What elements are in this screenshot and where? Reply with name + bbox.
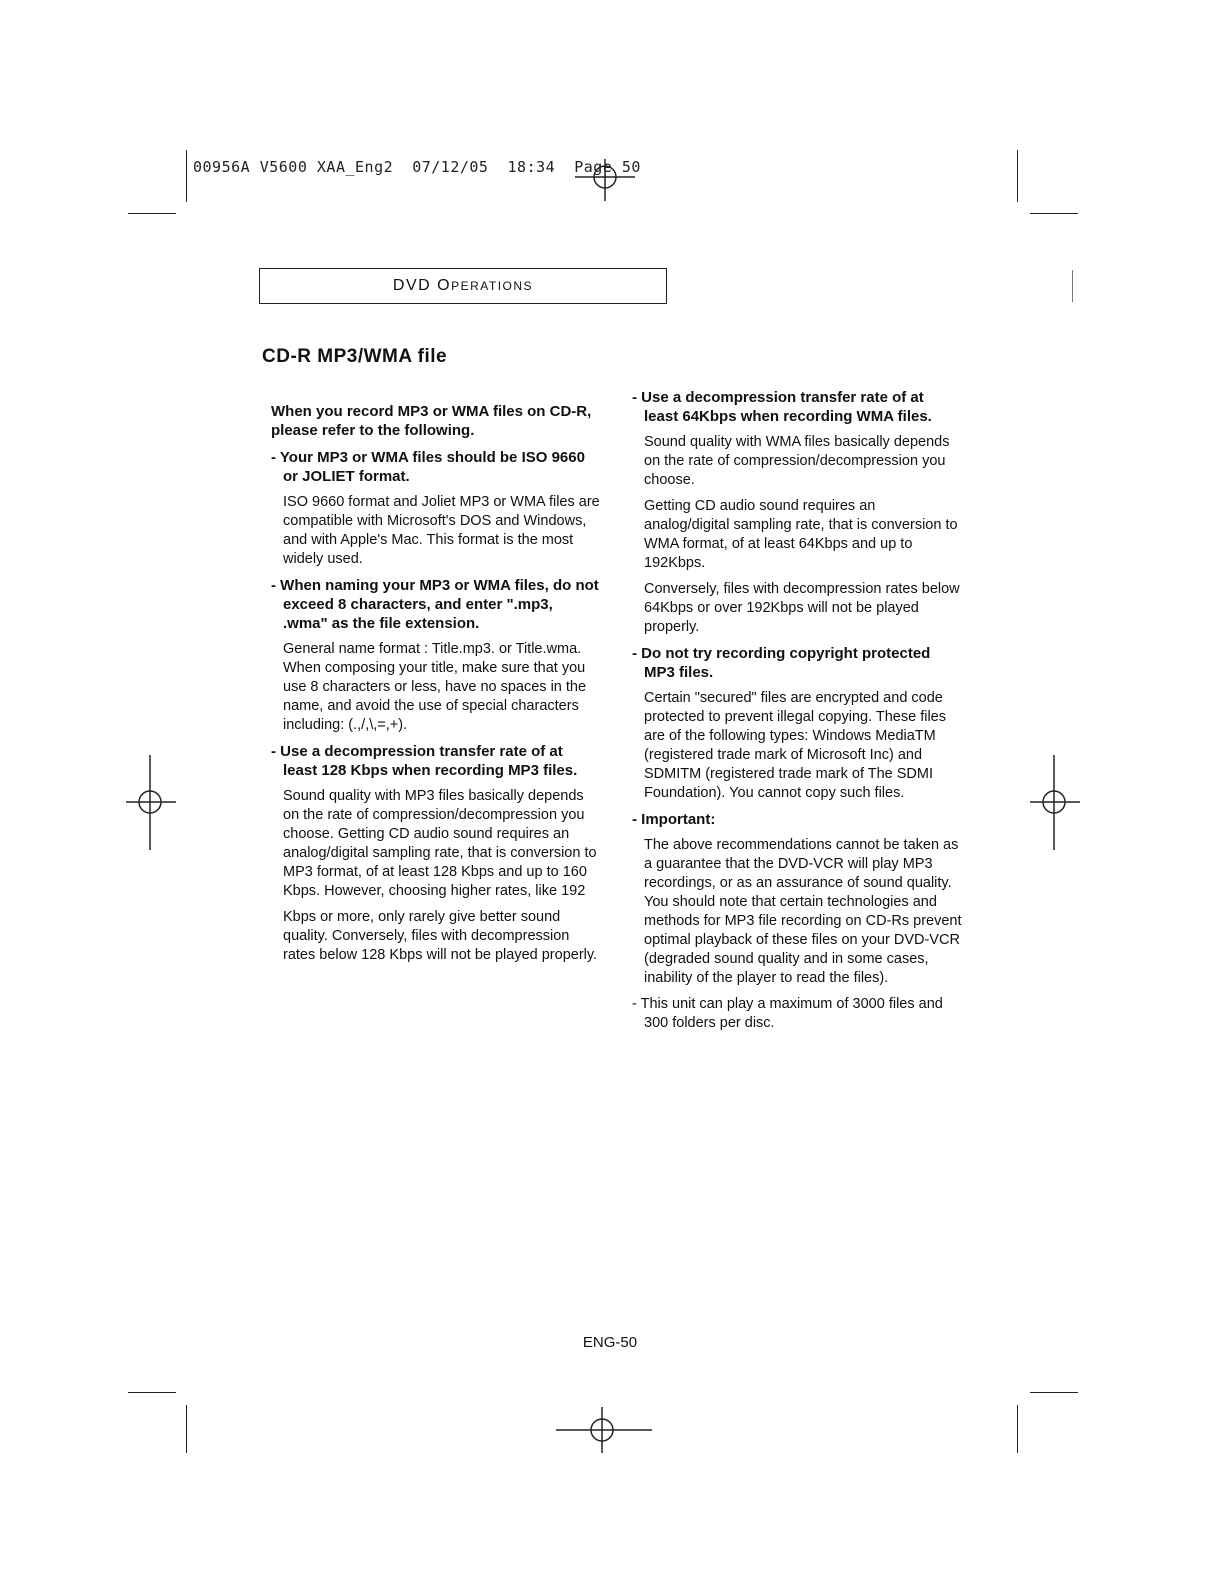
crop-mark-top-left-vertical <box>186 150 187 202</box>
page-number: ENG-50 <box>582 1334 638 1351</box>
crop-mark-bottom-right-vertical <box>1017 1405 1018 1453</box>
bullet-body: ISO 9660 format and Joliet MP3 or WMA files are compatible with Microsoft's DOS and Windows, and with Apple's Mac. This format is the most widely used. <box>283 494 600 567</box>
bullet-heading: - Your MP3 or WMA files should be ISO 9660 or JOLIET format. <box>271 449 585 485</box>
bullet-heading: - Important: <box>632 811 716 828</box>
left-column <box>271 402 601 972</box>
crop-mark-top-right-vertical <box>1017 150 1018 202</box>
bullet-heading: - Do not try recording copyright protected MP3 files. <box>632 645 931 681</box>
crop-mark-bottom-left-vertical <box>186 1405 187 1453</box>
printer-slug: 00956A V5600 XAA_Eng2 07/12/05 18:34 Page 50 <box>193 158 641 176</box>
bullet-body: Getting CD audio sound requires an analog/digital sampling rate, that is conversion to WMA format, of at least 64Kbps and up to 192Kbps. <box>644 498 958 571</box>
bullet-body: Certain "secured" files are encrypted and code protected to prevent illegal copying. These files are of the following types: Windows MediaTM (registered trade mark of Microsoft Inc) and SDMITM (registered trade mark of The SDMI Foundation). You cannot copy such files. <box>644 690 946 801</box>
registration-mark-right-icon <box>1030 755 1080 850</box>
registration-mark-bottom-icon <box>556 1405 652 1455</box>
list-item <box>632 388 962 637</box>
list-item <box>632 644 962 803</box>
bullet-body: General name format : Title.mp3. or Title.wma. When composing your title, make sure that you use 8 characters or less, have no spaces in the name, and avoid the use of special characters including: (.,/,\,=,+). <box>283 641 587 733</box>
section-header-label: DVD OPERATIONS <box>392 277 534 294</box>
margin-tick-right <box>1072 270 1073 302</box>
bullet-heading: - Use a decompression transfer rate of at least 128 Kbps when recording MP3 files. <box>271 743 578 779</box>
list-item <box>632 810 962 988</box>
crop-mark-bottom-left-horizontal <box>128 1392 176 1393</box>
list-item <box>271 576 601 735</box>
list-item <box>271 448 601 569</box>
list-item <box>271 742 601 965</box>
right-column <box>632 388 962 1040</box>
bullet-heading: - When naming your MP3 or WMA files, do not exceed 8 characters, and enter ".mp3, .wma" as the file extension. <box>271 577 599 632</box>
crop-mark-top-left-horizontal <box>128 213 176 214</box>
bullet-body: Sound quality with WMA files basically depends on the rate of compression/decompression you choose. <box>644 434 950 488</box>
section-header <box>259 268 667 304</box>
crop-mark-top-right-horizontal <box>1030 213 1078 214</box>
bullet-body: Sound quality with MP3 files basically depends on the rate of compression/decompression you choose. Getting CD audio sound requires an analog/digital sampling rate, that is conversion to MP3 format, of at least 128 Kbps and up to 160 Kbps. However, choosing higher rates, like 192 <box>283 788 597 899</box>
bullet-body: Kbps or more, only rarely give better sound quality. Conversely, files with decompression rates below 128 Kbps will not be played properly. <box>283 909 598 963</box>
closing-note: - This unit can play a maximum of 3000 files and 300 folders per disc. <box>632 996 943 1031</box>
crop-mark-bottom-right-horizontal <box>1030 1392 1078 1393</box>
registration-mark-left-icon <box>126 755 176 850</box>
bullet-heading: - Use a decompression transfer rate of at least 64Kbps when recording WMA files. <box>632 389 932 425</box>
bullet-body: Conversely, files with decompression rates below 64Kbps or over 192Kbps will not be played properly. <box>644 581 960 635</box>
page-title: CD-R MP3/WMA file <box>262 346 448 367</box>
bullet-body: The above recommendations cannot be taken as a guarantee that the DVD-VCR will play MP3 recordings, or as an assurance of sound quality. You should note that certain technologies and methods for MP3 file recording on CD-Rs prevent optimal playback of these files on your DVD-VCR (degraded sound quality and in some cases, inability of the player to read the files). <box>644 837 962 986</box>
intro-text: When you record MP3 or WMA files on CD-R, please refer to the following. <box>271 403 592 439</box>
